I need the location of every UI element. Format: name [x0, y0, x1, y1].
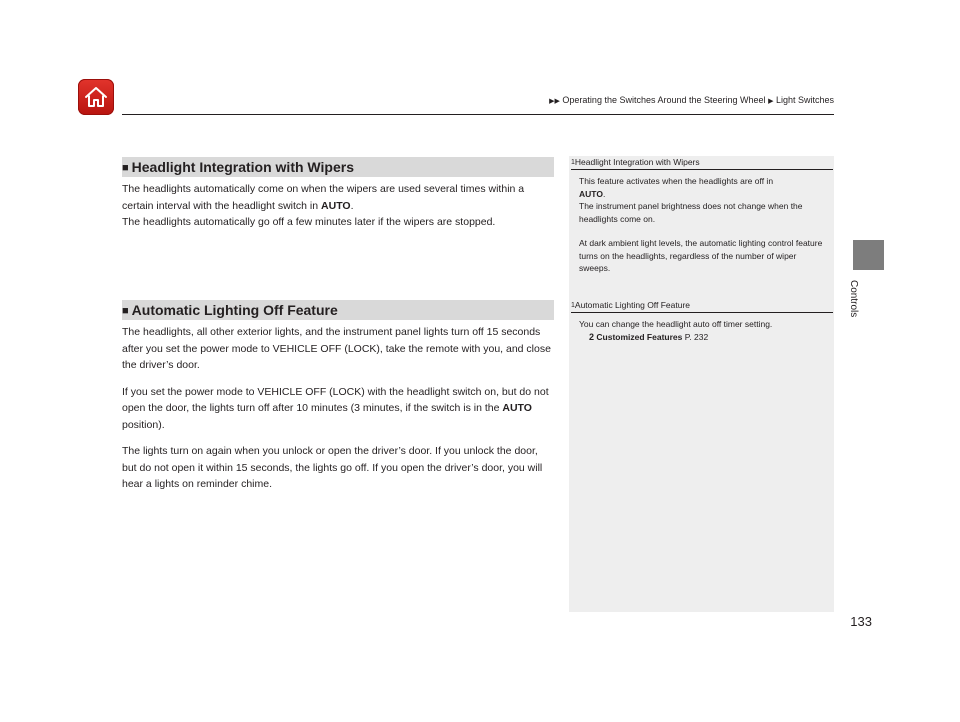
breadcrumb: [490, 95, 834, 105]
page-number: 133: [850, 614, 872, 629]
note-body-headlight-wipers: [579, 175, 829, 275]
paragraph: If you set the power mode to VEHICLE OFF (LOCK) with the headlight switch on, but do not open the door, the lights turn off after 10 minutes (3 minutes, if the switch is in the AUTO position).: [122, 385, 549, 431]
cross-reference-link[interactable]: [579, 331, 829, 344]
auto-key-label: AUTO: [502, 402, 532, 414]
note-paragraph: You can change the headlight auto off timer setting.: [579, 319, 773, 329]
auto-key-label: AUTO: [321, 199, 351, 212]
reference-arrow-icon: 2: [589, 331, 595, 342]
breadcrumb-parent-link[interactable]: Operating the Switches Around the Steering Wheel: [562, 95, 766, 105]
chapter-tab-text: Controls: [848, 280, 859, 318]
note-body-auto-lighting-off: [579, 318, 829, 343]
section-body-auto-lighting-off: [122, 324, 554, 493]
note-paragraph: This feature activates when the headlights are off in AUTO. The instrument panel brightness does not change when the headlights come on.: [579, 176, 803, 224]
note-title-headlight-wipers: 1Headlight Integration with Wipers: [571, 157, 700, 167]
note-divider: [571, 169, 833, 170]
breadcrumb-separator-icon: ▶: [768, 98, 774, 105]
home-button[interactable]: [78, 79, 114, 115]
section-heading-headlight-wipers: [122, 157, 554, 177]
section-title: Automatic Lighting Off Feature: [131, 302, 338, 318]
home-icon: [83, 84, 109, 110]
section-marker-icon: ■: [122, 305, 129, 317]
xref-label: Customized Features: [596, 331, 683, 342]
note-divider: [571, 312, 833, 313]
note-paragraph: At dark ambient light levels, the automatic lighting control feature turns on the headlights, regardless of the number of wiper sweeps.: [579, 238, 823, 273]
xref-page: P. 232: [684, 331, 709, 342]
section-heading-auto-lighting-off: [122, 300, 554, 320]
paragraph: The lights turn on again when you unlock or open the driver’s door. If you unlock the door, but do not open it within 15 seconds, the lights go off. If you open the driver’s door, you will hear a lights on reminder chime.: [122, 445, 543, 490]
note-title-auto-lighting-off: 1Automatic Lighting Off Feature: [571, 300, 691, 310]
auto-key-label: AUTO: [579, 188, 603, 199]
chapter-tab-label: [848, 280, 871, 360]
section-marker-icon: ■: [122, 162, 129, 174]
header-divider: [122, 114, 834, 115]
note-marker-icon: 1: [571, 159, 575, 166]
breadcrumb-arrows-icon: ▶▶: [549, 98, 560, 105]
paragraph: The headlights, all other exterior lights, and the instrument panel lights turn off 15 seconds after you set the power mode to VEHICLE OFF (LOCK), take the remote with you, and close the driver’s door.: [122, 326, 551, 371]
chapter-tab-marker: [853, 240, 884, 270]
breadcrumb-current: Light Switches: [775, 95, 834, 105]
section-body-headlight-wipers: [122, 181, 554, 231]
paragraph: The headlights automatically come on when the wipers are used several times within a certain interval with the headlight switch in AUTO. The headlights automatically go off a few minutes later if the wipers are stopped.: [122, 183, 525, 228]
section-title: Headlight Integration with Wipers: [131, 159, 354, 175]
note-marker-icon: 1: [571, 302, 575, 309]
